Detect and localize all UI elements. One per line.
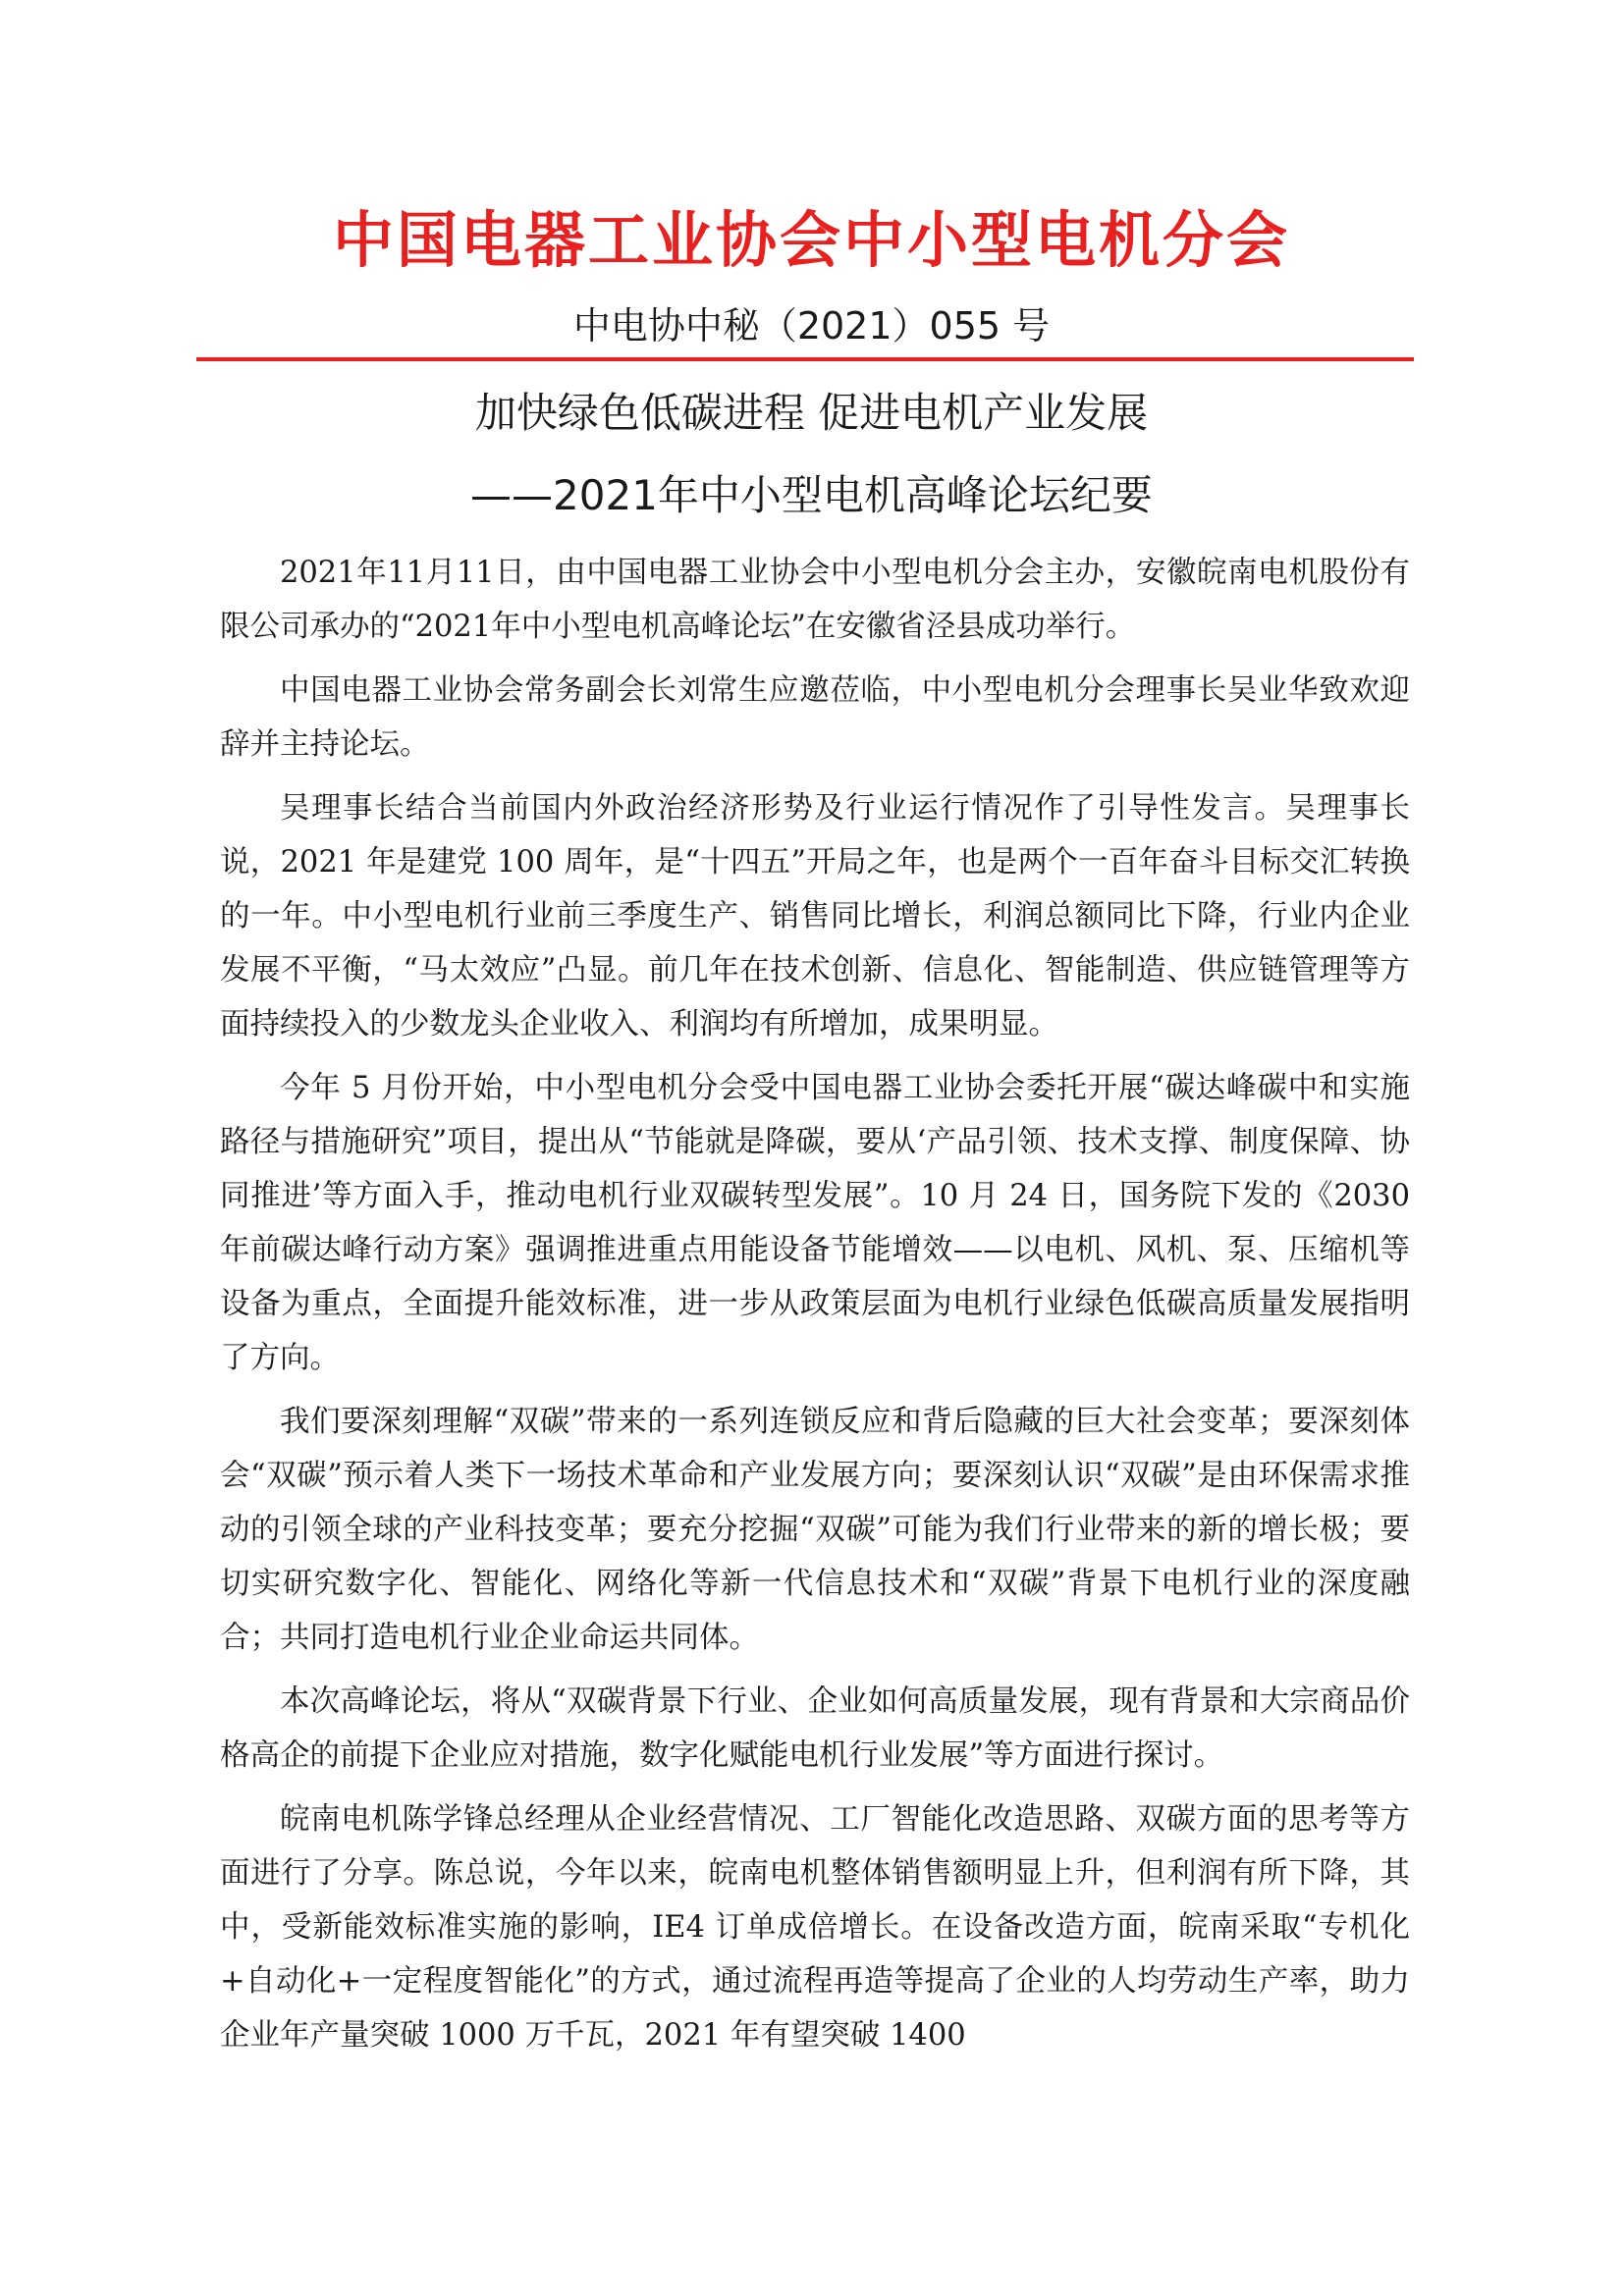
organization-title: 中国电器工业协会中小型电机分会 [332,204,1290,276]
article-title: 加快绿色低碳进程 促进电机产业发展 [474,389,1149,437]
paragraph: 我们要深刻理解“双碳”带来的一系列连锁反应和背后隐藏的巨大社会变革；要深刻体会“双碳”预示着人类下一场技术革命和产业发展方向；要深刻认识“双碳”是由环保需求推动的引领全球的产业科技变革；要充分挖掘“双碳”可能为我们行业带来的新的增长极；要切实研究数字化、智能化、网络化等新一代信息技术和“双碳”背景下电机行业的深度融合；共同打造电机行业企业命运共同体。 [220,1405,1410,1655]
paragraph: 今年 5 月份开始，中小型电机分会受中国电器工业协会委托开展“碳达峰碳中和实施路径与措施研究”项目，提出从“节能就是降碳，要从‘产品引领、技术支撑、制度保障、协同推进’等方面入手，推动电机行业双碳转型发展”。10 月 24 日，国务院下发的《2030 年前碳达峰行动方案》强调推进重点用能设备节能增效——以电机、风机、泵、压缩机等设备为重点，全面提升能效标准，进一步从政策层面为电机行业绿色低碳高质量发展指明了方向。 [220,1071,1410,1375]
document-number: 中电协中秘（2021）055 号 [572,304,1051,347]
paragraph: 2021年11月11日，由中国电器工业协会中小型电机分会主办，安徽皖南电机股份有限公司承办的“2021年中小型电机高峰论坛”在安徽省泾县成功举行。 [220,556,1410,644]
paragraph: 本次高峰论坛，将从“双碳背景下行业、企业如何高质量发展，现有背景和大宗商品价格高企的前提下企业应对措施，数字化赋能电机行业发展”等方面进行探讨。 [220,1684,1410,1773]
red-divider-line [196,357,1414,361]
paragraph: 吴理事长结合当前国内外政治经济形势及行业运行情况作了引导性发言。吴理事长说，2021 年是建党 100 周年，是“十四五”开局之年，也是两个一百年奋斗目标交汇转换的一年。中小型电机行业前三季度生产、销售同比增长，利润总额同比下降，行业内企业发展不平衡，“马太效应”凸显。前几年在技术创新、信息化、智能制造、供应链管理等方面持续投入的少数龙头企业收入、利润均有所增加，成果明显。 [220,791,1410,1041]
paragraph: 中国电器工业协会常务副会长刘常生应邀莅临，中小型电机分会理事长吴业华致欢迎辞并主持论坛。 [220,673,1410,762]
article-body [220,546,1410,2072]
article-subtitle: ——2021年中小型电机高峰论坛纪要 [470,471,1153,519]
paragraph: 皖南电机陈学锋总经理从企业经营情况、工厂智能化改造思路、双碳方面的思考等方面进行了分享。陈总说，今年以来，皖南电机整体销售额明显上升，但利润有所下降，其中，受新能效标准实施的影响，IE4 订单成倍增长。在设备改造方面，皖南采取“专机化+自动化+一定程度智能化”的方式，通过流程再造等提高了企业的人均劳动生产率，助力企业年产量突破 1000 万千瓦，2021 年有望突破 1400 [220,1802,1410,2053]
